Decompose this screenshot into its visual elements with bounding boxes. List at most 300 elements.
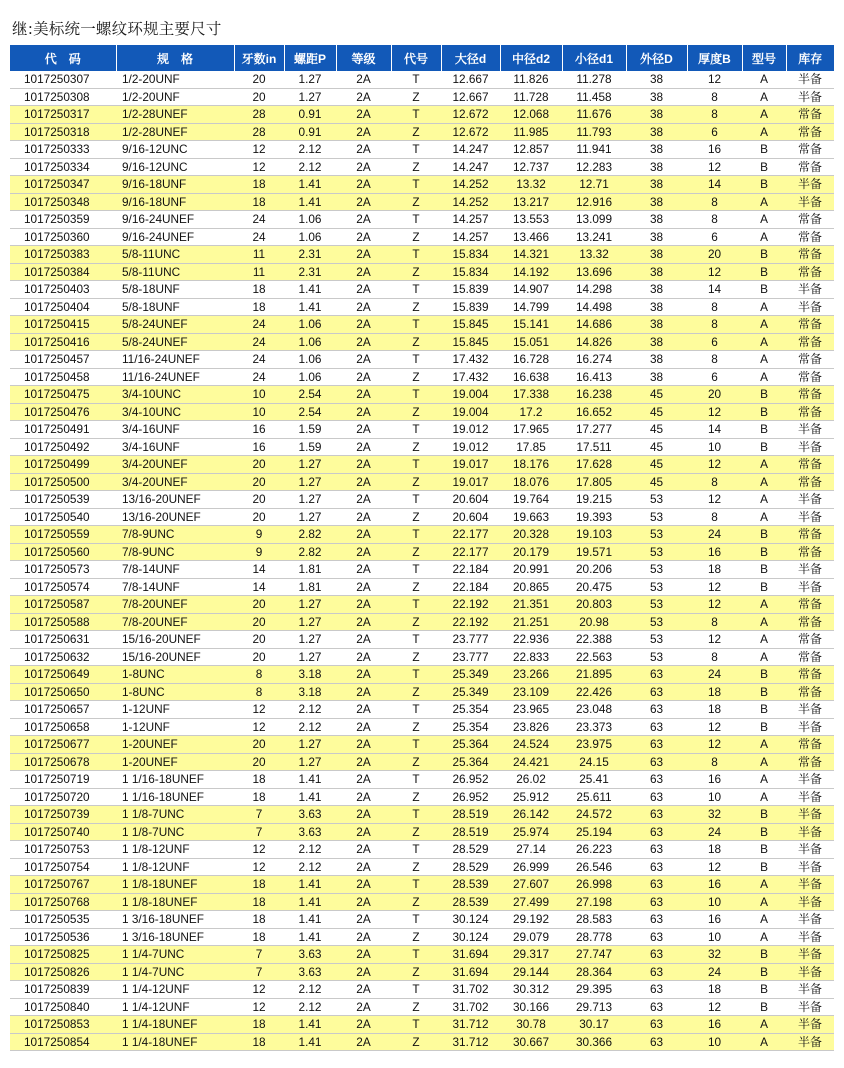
cell-pitch: 2.12: [284, 981, 336, 999]
cell-tpi: 18: [234, 193, 284, 211]
cell-type: B: [742, 561, 786, 579]
cell-minor-dia: 12.71: [562, 176, 626, 194]
cell-outer-dia: 38: [626, 281, 687, 299]
table-row: [10, 298, 834, 316]
cell-thickness: 12: [687, 631, 742, 649]
cell-class: 2A: [336, 1016, 391, 1034]
cell-tpi: 9: [234, 526, 284, 544]
cell-pitch-dia: 14.907: [500, 281, 562, 299]
table-row: [10, 281, 834, 299]
cell-type: B: [742, 806, 786, 824]
cell-thickness: 18: [687, 561, 742, 579]
cell-pitch: 1.27: [284, 736, 336, 754]
cell-code: 1017250499: [10, 456, 116, 474]
table-row: [10, 946, 834, 964]
cell-spec: 1-8UNC: [116, 683, 234, 701]
cell-code: 1017250573: [10, 561, 116, 579]
cell-stock: 常备: [786, 596, 834, 614]
cell-minor-dia: 25.41: [562, 771, 626, 789]
cell-pitch-dia: 27.14: [500, 841, 562, 859]
cell-tpi: 20: [234, 456, 284, 474]
cell-thickness: 20: [687, 246, 742, 264]
cell-spec: 1/2-28UNEF: [116, 123, 234, 141]
cell-stock: 半备: [786, 491, 834, 509]
cell-mark: Z: [391, 823, 441, 841]
cell-pitch-dia: 23.109: [500, 683, 562, 701]
cell-outer-dia: 63: [626, 946, 687, 964]
cell-type: A: [742, 211, 786, 229]
table-row: [10, 841, 834, 859]
cell-thickness: 14: [687, 176, 742, 194]
header-mark: 代号: [391, 45, 441, 71]
cell-major-dia: 22.192: [441, 613, 500, 631]
cell-major-dia: 31.702: [441, 981, 500, 999]
cell-class: 2A: [336, 71, 391, 88]
cell-minor-dia: 26.998: [562, 876, 626, 894]
cell-mark: T: [391, 386, 441, 404]
cell-thickness: 8: [687, 211, 742, 229]
cell-pitch-dia: 29.317: [500, 946, 562, 964]
cell-class: 2A: [336, 963, 391, 981]
cell-stock: 半备: [786, 508, 834, 526]
cell-stock: 常备: [786, 106, 834, 124]
cell-stock: 半备: [786, 876, 834, 894]
cell-minor-dia: 27.747: [562, 946, 626, 964]
cell-mark: Z: [391, 648, 441, 666]
table-row: [10, 631, 834, 649]
cell-major-dia: 15.839: [441, 281, 500, 299]
cell-minor-dia: 22.426: [562, 683, 626, 701]
cell-thickness: 32: [687, 806, 742, 824]
cell-stock: 常备: [786, 123, 834, 141]
cell-stock: 常备: [786, 141, 834, 159]
cell-mark: Z: [391, 998, 441, 1016]
cell-outer-dia: 63: [626, 666, 687, 684]
cell-stock: 常备: [786, 613, 834, 631]
cell-minor-dia: 12.283: [562, 158, 626, 176]
cell-pitch-dia: 13.32: [500, 176, 562, 194]
cell-thickness: 12: [687, 596, 742, 614]
cell-type: A: [742, 368, 786, 386]
cell-class: 2A: [336, 876, 391, 894]
cell-pitch: 2.31: [284, 263, 336, 281]
cell-spec: 1 1/16-18UNEF: [116, 788, 234, 806]
table-row: [10, 526, 834, 544]
cell-pitch: 2.12: [284, 718, 336, 736]
cell-pitch-dia: 25.974: [500, 823, 562, 841]
cell-pitch-dia: 24.524: [500, 736, 562, 754]
cell-class: 2A: [336, 473, 391, 491]
cell-pitch: 1.27: [284, 596, 336, 614]
cell-type: B: [742, 403, 786, 421]
cell-mark: T: [391, 176, 441, 194]
cell-minor-dia: 17.805: [562, 473, 626, 491]
cell-major-dia: 28.539: [441, 893, 500, 911]
cell-mark: T: [391, 106, 441, 124]
cell-major-dia: 19.004: [441, 386, 500, 404]
cell-outer-dia: 63: [626, 1033, 687, 1051]
table-row: [10, 141, 834, 159]
cell-thickness: 18: [687, 701, 742, 719]
cell-spec: 1/2-20UNF: [116, 88, 234, 106]
cell-outer-dia: 38: [626, 193, 687, 211]
cell-stock: 半备: [786, 771, 834, 789]
cell-minor-dia: 13.241: [562, 228, 626, 246]
cell-tpi: 20: [234, 648, 284, 666]
cell-minor-dia: 21.895: [562, 666, 626, 684]
cell-major-dia: 25.354: [441, 701, 500, 719]
cell-code: 1017250719: [10, 771, 116, 789]
cell-class: 2A: [336, 333, 391, 351]
cell-pitch-dia: 20.865: [500, 578, 562, 596]
cell-mark: Z: [391, 438, 441, 456]
cell-minor-dia: 14.298: [562, 281, 626, 299]
cell-pitch-dia: 25.912: [500, 788, 562, 806]
cell-mark: T: [391, 666, 441, 684]
cell-thickness: 18: [687, 981, 742, 999]
table-body: [10, 71, 834, 1051]
cell-major-dia: 20.604: [441, 491, 500, 509]
cell-pitch: 2.31: [284, 246, 336, 264]
cell-spec: 1 1/4-7UNC: [116, 946, 234, 964]
cell-thickness: 8: [687, 613, 742, 631]
cell-outer-dia: 38: [626, 368, 687, 386]
cell-class: 2A: [336, 1033, 391, 1051]
cell-pitch: 1.41: [284, 176, 336, 194]
table-row: [10, 421, 834, 439]
cell-spec: 15/16-20UNEF: [116, 631, 234, 649]
cell-pitch-dia: 13.553: [500, 211, 562, 229]
cell-code: 1017250649: [10, 666, 116, 684]
cell-class: 2A: [336, 736, 391, 754]
cell-pitch-dia: 15.141: [500, 316, 562, 334]
cell-major-dia: 14.247: [441, 158, 500, 176]
cell-outer-dia: 63: [626, 963, 687, 981]
cell-major-dia: 12.672: [441, 123, 500, 141]
cell-outer-dia: 38: [626, 123, 687, 141]
cell-minor-dia: 26.546: [562, 858, 626, 876]
cell-outer-dia: 53: [626, 578, 687, 596]
cell-class: 2A: [336, 211, 391, 229]
cell-stock: 半备: [786, 911, 834, 929]
cell-stock: 半备: [786, 893, 834, 911]
cell-type: B: [742, 421, 786, 439]
cell-stock: 半备: [786, 981, 834, 999]
cell-outer-dia: 63: [626, 1016, 687, 1034]
cell-minor-dia: 27.198: [562, 893, 626, 911]
cell-thickness: 12: [687, 491, 742, 509]
cell-minor-dia: 16.652: [562, 403, 626, 421]
cell-minor-dia: 29.395: [562, 981, 626, 999]
cell-type: B: [742, 981, 786, 999]
cell-spec: 1/2-28UNEF: [116, 106, 234, 124]
cell-class: 2A: [336, 858, 391, 876]
cell-type: B: [742, 141, 786, 159]
cell-mark: T: [391, 876, 441, 894]
cell-code: 1017250404: [10, 298, 116, 316]
cell-minor-dia: 23.048: [562, 701, 626, 719]
header-stock: 库存: [786, 45, 834, 71]
cell-tpi: 12: [234, 141, 284, 159]
cell-major-dia: 31.694: [441, 946, 500, 964]
cell-outer-dia: 63: [626, 753, 687, 771]
cell-minor-dia: 19.393: [562, 508, 626, 526]
cell-code: 1017250384: [10, 263, 116, 281]
cell-spec: 5/8-18UNF: [116, 281, 234, 299]
cell-thickness: 6: [687, 368, 742, 386]
cell-thickness: 10: [687, 438, 742, 456]
table-row: [10, 158, 834, 176]
cell-tpi: 20: [234, 491, 284, 509]
cell-minor-dia: 11.793: [562, 123, 626, 141]
cell-mark: Z: [391, 543, 441, 561]
cell-tpi: 16: [234, 421, 284, 439]
cell-type: A: [742, 456, 786, 474]
cell-mark: Z: [391, 928, 441, 946]
cell-spec: 1 1/8-7UNC: [116, 823, 234, 841]
cell-tpi: 24: [234, 351, 284, 369]
cell-thickness: 10: [687, 928, 742, 946]
cell-code: 1017250500: [10, 473, 116, 491]
cell-mark: Z: [391, 858, 441, 876]
cell-thickness: 32: [687, 946, 742, 964]
cell-outer-dia: 53: [626, 596, 687, 614]
cell-pitch-dia: 23.965: [500, 701, 562, 719]
cell-class: 2A: [336, 613, 391, 631]
cell-major-dia: 31.702: [441, 998, 500, 1016]
cell-pitch: 2.12: [284, 158, 336, 176]
cell-pitch-dia: 30.166: [500, 998, 562, 1016]
cell-class: 2A: [336, 596, 391, 614]
table-row: [10, 246, 834, 264]
cell-type: B: [742, 718, 786, 736]
table-row: [10, 351, 834, 369]
cell-pitch: 1.27: [284, 753, 336, 771]
cell-minor-dia: 11.676: [562, 106, 626, 124]
cell-pitch-dia: 24.421: [500, 753, 562, 771]
cell-tpi: 20: [234, 88, 284, 106]
cell-spec: 7/8-9UNC: [116, 543, 234, 561]
cell-mark: T: [391, 316, 441, 334]
cell-stock: 半备: [786, 806, 834, 824]
cell-pitch: 0.91: [284, 106, 336, 124]
cell-pitch-dia: 29.192: [500, 911, 562, 929]
cell-class: 2A: [336, 281, 391, 299]
cell-major-dia: 30.124: [441, 911, 500, 929]
cell-class: 2A: [336, 841, 391, 859]
cell-code: 1017250540: [10, 508, 116, 526]
cell-code: 1017250740: [10, 823, 116, 841]
cell-thickness: 24: [687, 526, 742, 544]
cell-pitch: 3.63: [284, 963, 336, 981]
thread-ring-gauge-table: [10, 45, 834, 1051]
cell-mark: T: [391, 631, 441, 649]
cell-outer-dia: 45: [626, 421, 687, 439]
cell-minor-dia: 29.713: [562, 998, 626, 1016]
cell-class: 2A: [336, 823, 391, 841]
cell-mark: T: [391, 841, 441, 859]
cell-stock: 半备: [786, 438, 834, 456]
table-row: [10, 648, 834, 666]
cell-thickness: 16: [687, 141, 742, 159]
cell-outer-dia: 63: [626, 858, 687, 876]
cell-code: 1017250574: [10, 578, 116, 596]
cell-type: A: [742, 88, 786, 106]
cell-pitch: 1.06: [284, 333, 336, 351]
cell-pitch-dia: 30.78: [500, 1016, 562, 1034]
cell-major-dia: 19.004: [441, 403, 500, 421]
table-row: [10, 228, 834, 246]
cell-pitch: 1.27: [284, 71, 336, 88]
cell-mark: Z: [391, 88, 441, 106]
cell-thickness: 10: [687, 1033, 742, 1051]
cell-pitch: 3.63: [284, 823, 336, 841]
cell-tpi: 12: [234, 858, 284, 876]
table-row: [10, 718, 834, 736]
cell-outer-dia: 38: [626, 106, 687, 124]
cell-code: 1017250825: [10, 946, 116, 964]
table-row: [10, 456, 834, 474]
cell-code: 1017250854: [10, 1033, 116, 1051]
cell-type: A: [742, 351, 786, 369]
cell-pitch-dia: 14.799: [500, 298, 562, 316]
table-row: [10, 981, 834, 999]
cell-class: 2A: [336, 543, 391, 561]
cell-major-dia: 22.177: [441, 526, 500, 544]
cell-outer-dia: 38: [626, 176, 687, 194]
cell-class: 2A: [336, 526, 391, 544]
cell-stock: 半备: [786, 561, 834, 579]
cell-tpi: 18: [234, 298, 284, 316]
table-row: [10, 403, 834, 421]
cell-pitch-dia: 30.667: [500, 1033, 562, 1051]
cell-type: A: [742, 1033, 786, 1051]
cell-pitch: 1.41: [284, 788, 336, 806]
cell-mark: Z: [391, 403, 441, 421]
cell-code: 1017250334: [10, 158, 116, 176]
cell-spec: 1 1/16-18UNEF: [116, 771, 234, 789]
cell-tpi: 24: [234, 316, 284, 334]
cell-mark: Z: [391, 333, 441, 351]
cell-tpi: 24: [234, 333, 284, 351]
cell-spec: 3/4-10UNC: [116, 386, 234, 404]
table-row: [10, 316, 834, 334]
cell-type: B: [742, 386, 786, 404]
cell-thickness: 6: [687, 228, 742, 246]
cell-outer-dia: 63: [626, 701, 687, 719]
cell-class: 2A: [336, 753, 391, 771]
cell-stock: 常备: [786, 648, 834, 666]
header-code: 代 码: [10, 45, 116, 71]
cell-minor-dia: 13.099: [562, 211, 626, 229]
cell-pitch: 1.41: [284, 876, 336, 894]
cell-pitch: 1.41: [284, 771, 336, 789]
cell-major-dia: 15.845: [441, 333, 500, 351]
cell-minor-dia: 28.778: [562, 928, 626, 946]
cell-pitch-dia: 18.176: [500, 456, 562, 474]
cell-pitch: 2.12: [284, 858, 336, 876]
cell-spec: 1 1/4-12UNF: [116, 998, 234, 1016]
cell-outer-dia: 63: [626, 806, 687, 824]
cell-pitch-dia: 12.737: [500, 158, 562, 176]
cell-code: 1017250539: [10, 491, 116, 509]
cell-pitch-dia: 21.351: [500, 596, 562, 614]
cell-tpi: 20: [234, 753, 284, 771]
cell-pitch: 2.12: [284, 141, 336, 159]
table-row: [10, 911, 834, 929]
cell-minor-dia: 20.475: [562, 578, 626, 596]
cell-code: 1017250826: [10, 963, 116, 981]
cell-outer-dia: 53: [626, 561, 687, 579]
cell-tpi: 14: [234, 578, 284, 596]
cell-minor-dia: 13.32: [562, 246, 626, 264]
cell-class: 2A: [336, 421, 391, 439]
cell-pitch-dia: 14.192: [500, 263, 562, 281]
cell-type: B: [742, 841, 786, 859]
cell-stock: 常备: [786, 333, 834, 351]
cell-outer-dia: 63: [626, 788, 687, 806]
cell-mark: T: [391, 701, 441, 719]
cell-code: 1017250753: [10, 841, 116, 859]
cell-tpi: 18: [234, 771, 284, 789]
cell-type: B: [742, 578, 786, 596]
cell-mark: T: [391, 946, 441, 964]
cell-outer-dia: 53: [626, 508, 687, 526]
cell-type: B: [742, 438, 786, 456]
cell-type: A: [742, 298, 786, 316]
cell-type: B: [742, 526, 786, 544]
cell-class: 2A: [336, 456, 391, 474]
cell-major-dia: 20.604: [441, 508, 500, 526]
cell-thickness: 6: [687, 123, 742, 141]
cell-major-dia: 28.519: [441, 823, 500, 841]
cell-pitch-dia: 26.02: [500, 771, 562, 789]
header-type: 型号: [742, 45, 786, 71]
cell-thickness: 10: [687, 893, 742, 911]
cell-type: B: [742, 963, 786, 981]
cell-major-dia: 15.839: [441, 298, 500, 316]
cell-outer-dia: 63: [626, 981, 687, 999]
cell-outer-dia: 38: [626, 228, 687, 246]
cell-thickness: 12: [687, 736, 742, 754]
cell-class: 2A: [336, 718, 391, 736]
cell-spec: 1 1/8-12UNF: [116, 841, 234, 859]
cell-tpi: 8: [234, 683, 284, 701]
cell-code: 1017250415: [10, 316, 116, 334]
cell-major-dia: 30.124: [441, 928, 500, 946]
cell-spec: 7/8-9UNC: [116, 526, 234, 544]
cell-class: 2A: [336, 228, 391, 246]
cell-pitch: 1.27: [284, 613, 336, 631]
cell-stock: 常备: [786, 246, 834, 264]
cell-stock: 常备: [786, 736, 834, 754]
cell-stock: 常备: [786, 211, 834, 229]
cell-stock: 常备: [786, 351, 834, 369]
cell-class: 2A: [336, 683, 391, 701]
header-outer-dia: 外径D: [626, 45, 687, 71]
cell-pitch-dia: 16.728: [500, 351, 562, 369]
cell-spec: 1 1/4-18UNEF: [116, 1033, 234, 1051]
cell-thickness: 10: [687, 788, 742, 806]
cell-spec: 1/2-20UNF: [116, 71, 234, 88]
cell-code: 1017250317: [10, 106, 116, 124]
cell-pitch: 1.41: [284, 1033, 336, 1051]
cell-class: 2A: [336, 176, 391, 194]
cell-code: 1017250588: [10, 613, 116, 631]
cell-major-dia: 14.252: [441, 193, 500, 211]
cell-code: 1017250560: [10, 543, 116, 561]
cell-class: 2A: [336, 386, 391, 404]
